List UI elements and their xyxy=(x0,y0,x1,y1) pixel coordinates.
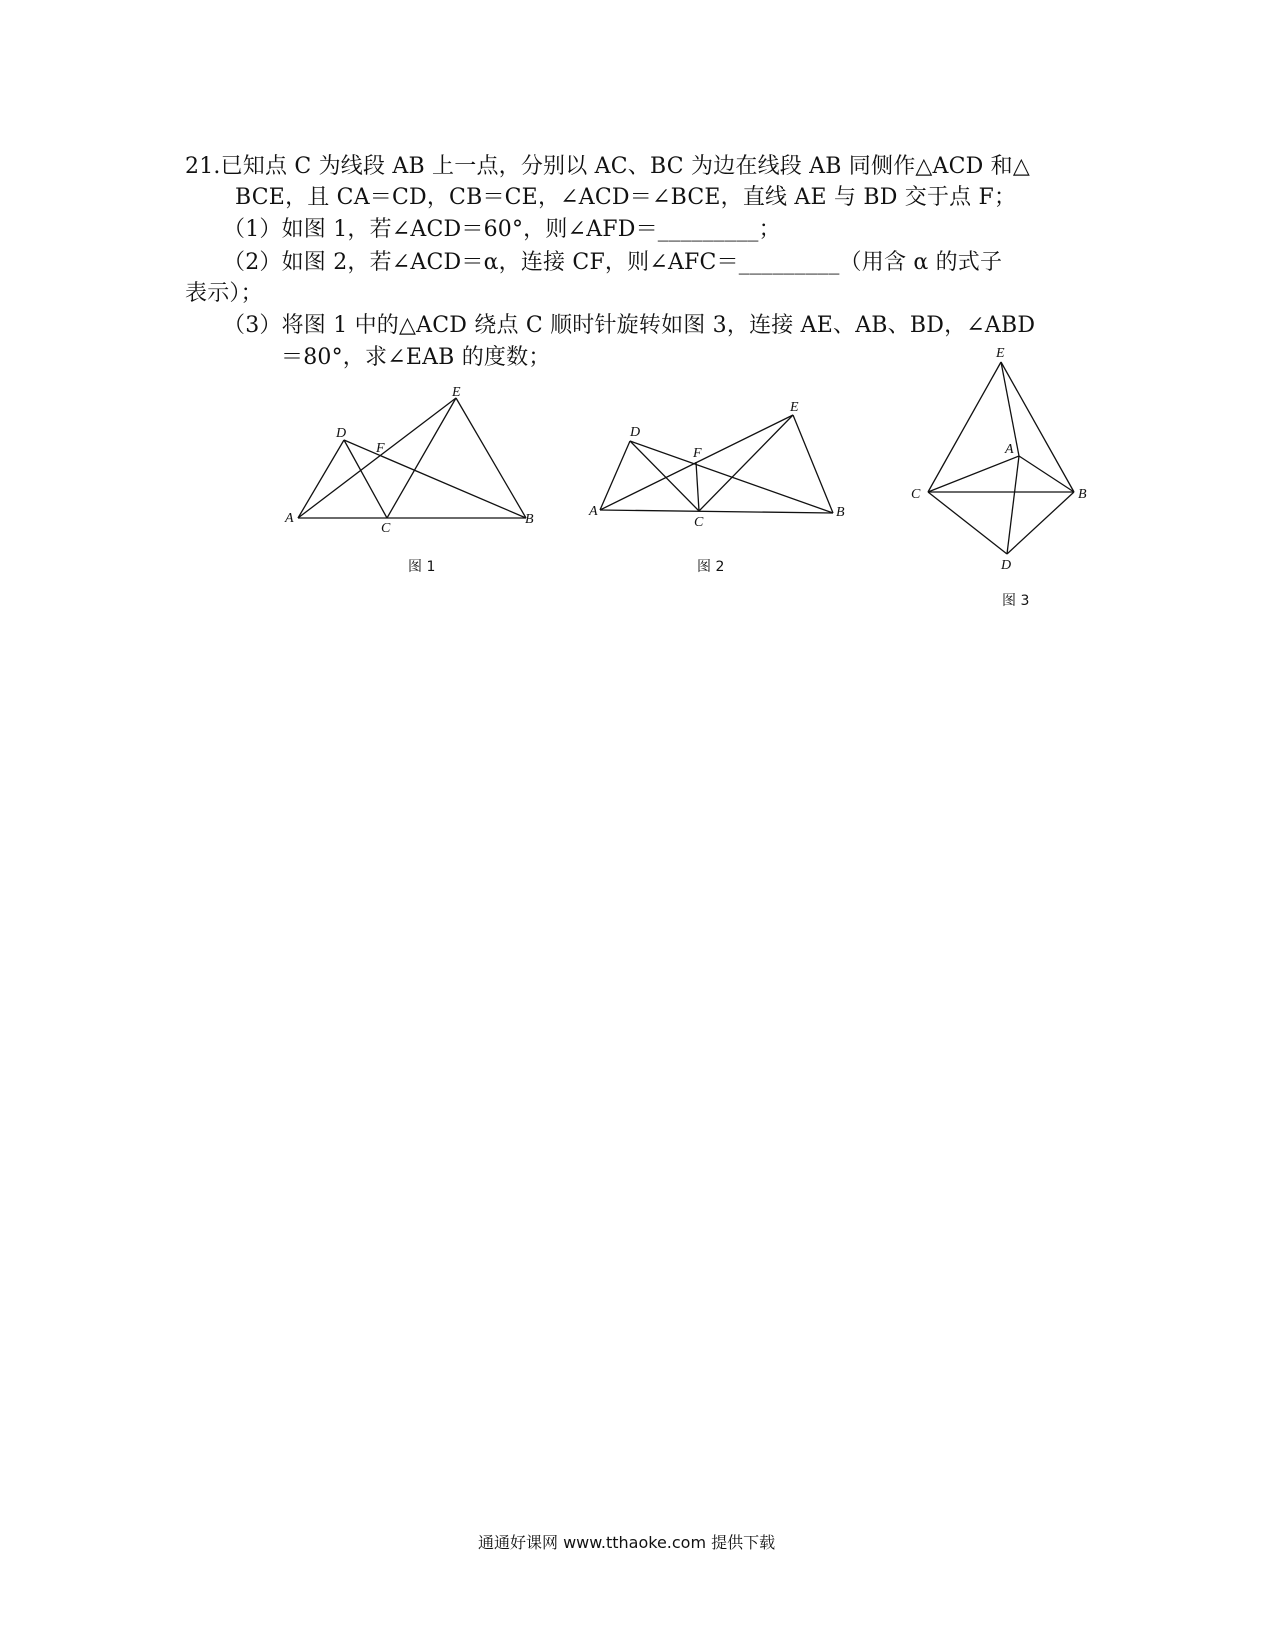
label-C: C xyxy=(694,515,704,530)
figure-2-caption: 图 2 xyxy=(697,559,725,575)
figure-2-diagram xyxy=(585,395,860,540)
segment-DB xyxy=(344,440,526,518)
segment-CA xyxy=(928,456,1019,492)
segment-DB xyxy=(1007,492,1074,554)
label-E: E xyxy=(790,400,799,415)
label-D: D xyxy=(336,426,347,441)
figure-3-diagram xyxy=(903,340,1098,575)
question-3: （3）将图 1 中的△ACD 绕点 C 顺时针旋转如图 3，连接 AE、AB、BD，∠ABD xyxy=(223,313,1036,338)
label-A: A xyxy=(1005,442,1014,457)
label-A: A xyxy=(589,504,598,519)
label-C: C xyxy=(911,487,921,502)
label-A: A xyxy=(285,511,294,526)
label-E: E xyxy=(996,346,1005,361)
label-B: B xyxy=(836,505,845,520)
segment-EB xyxy=(1001,362,1074,492)
segment-AB xyxy=(1019,456,1074,492)
segment-CE xyxy=(699,415,793,511)
label-E: E xyxy=(452,385,461,400)
segment-DB xyxy=(630,441,833,513)
figure-1-caption: 图 1 xyxy=(408,559,436,575)
question-1: （1）如图 1，若∠ACD＝60°，则∠AFD＝_________； xyxy=(223,217,781,242)
question-2-continuation: 表示）； xyxy=(185,281,263,306)
page-footer: 通通好课网 www.tthaoke.com 提供下载 xyxy=(478,1533,776,1552)
segment-CE xyxy=(928,362,1001,492)
segment-CD xyxy=(928,492,1007,554)
segment-DC xyxy=(630,441,699,511)
label-B: B xyxy=(1078,487,1087,502)
label-F: F xyxy=(693,446,702,461)
label-C: C xyxy=(381,521,391,536)
problem-statement-line-2: BCE，且 CA＝CD，CB＝CE，∠ACD＝∠BCE，直线 AE 与 BD 交于点 F； xyxy=(235,185,1017,210)
figure-3-caption: 图 3 xyxy=(1002,593,1030,609)
segment-EB xyxy=(456,398,526,518)
segment-EB xyxy=(793,415,833,513)
label-D: D xyxy=(1001,558,1012,573)
problem-statement-line-1: 21.已知点 C 为线段 AB 上一点，分别以 AC、BC 为边在线段 AB 同侧作△ACD 和△ xyxy=(185,154,1030,179)
segment-AD xyxy=(600,441,630,510)
segment-AD xyxy=(298,440,344,518)
figure-1-diagram xyxy=(280,380,550,545)
label-D: D xyxy=(630,425,641,440)
label-B: B xyxy=(525,512,534,527)
question-2: （2）如图 2，若∠ACD＝α，连接 CF，则∠AFC＝_________（用含 α 的式子 xyxy=(223,250,1003,275)
segment-CE xyxy=(387,398,456,518)
segment-AB xyxy=(600,510,833,513)
segment-CF xyxy=(696,462,699,511)
segment-AD xyxy=(1007,456,1019,554)
label-F: F xyxy=(376,441,385,456)
question-3-continuation: ＝80°，求∠EAB 的度数； xyxy=(281,345,551,370)
